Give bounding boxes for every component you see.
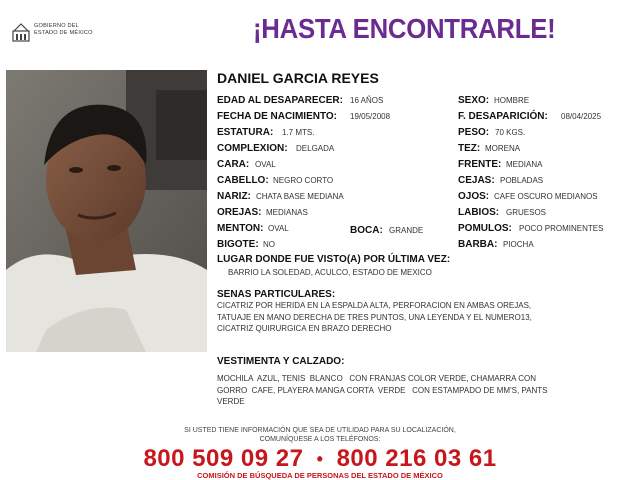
sexo-value: HOMBRE — [494, 96, 530, 105]
clothing-text — [217, 373, 547, 408]
marks-line: CICATRIZ QUIRURGICA EN BRAZO DERECHO — [217, 324, 392, 333]
phone-2[interactable]: 800 216 03 61 — [336, 445, 497, 472]
logo-text — [34, 23, 93, 36]
logo-line-1: GOBIERNO DEL — [34, 23, 79, 29]
footer-note-line-2: COMUNÍQUESE A LOS TELÉFONOS: — [259, 435, 381, 443]
barba-value: PIOCHA — [503, 240, 534, 249]
edad-value: 16 AÑOS — [350, 96, 384, 105]
portrait-image — [6, 70, 207, 352]
phone-numbers — [0, 445, 640, 473]
fecha-desaparicion-label: F. DESAPARICIÓN: — [458, 111, 548, 122]
peso-label: PESO: — [458, 127, 490, 138]
labios-value: GRUESOS — [506, 208, 547, 217]
sexo-label: SEXO: — [458, 95, 490, 106]
menton-value: OVAL — [268, 224, 289, 233]
cara-value: OVAL — [255, 160, 276, 169]
pomulos-value: POCO PROMINENTES — [519, 224, 604, 233]
marks-text — [217, 300, 532, 335]
headline: ¡HASTA ENCONTRARLE! — [253, 13, 556, 44]
complexion-value: DELGADA — [296, 144, 335, 153]
cara-label: CARA: — [217, 159, 250, 170]
last-seen-label: LUGAR DONDE FUE VISTO(A) POR ÚLTIMA VEZ: — [217, 254, 451, 265]
bigote-value: NO — [263, 240, 275, 249]
nariz-label: NARIZ: — [217, 191, 251, 202]
ojos-label: OJOS: — [458, 191, 490, 202]
barba-label: BARBA: — [458, 239, 498, 250]
complexion-label: COMPLEXION: — [217, 143, 288, 154]
pomulos-label: POMULOS: — [458, 223, 512, 234]
government-logo — [12, 22, 122, 44]
boca-label: BOCA: — [350, 225, 383, 236]
estatura-label: ESTATURA: — [217, 127, 274, 138]
labios-label: LABIOS: — [458, 207, 500, 218]
marks-label: SENAS PARTICULARES: — [217, 289, 336, 300]
estatura-value: 1.7 MTS. — [282, 128, 315, 137]
last-seen-value: BARRIO LA SOLEDAD, ACULCO, ESTADO DE MEXICO — [228, 268, 432, 277]
clothing-line: GORRO CAFE, PLAYERA MANGA CORTA VERDE CON ESTAMPADO DE MM'S, PANTS — [217, 385, 548, 395]
phone-1[interactable]: 800 509 09 27 — [143, 445, 304, 472]
bigote-label: BIGOTE: — [217, 239, 259, 250]
orejas-label: OREJAS: — [217, 207, 262, 218]
fecha-nacimiento-value: 19/05/2008 — [350, 112, 391, 121]
edad-label: EDAD AL DESAPARECER: — [217, 95, 343, 106]
cabello-label: CABELLO: — [217, 175, 269, 186]
nariz-value: CHATA BASE MEDIANA — [256, 192, 344, 201]
clothing-line: MOCHILA AZUL, TENIS BLANCO CON FRANJAS COLOR VERDE, CHAMARRA CON — [217, 374, 537, 383]
clothing-line: VERDE — [217, 397, 245, 406]
tez-value: MORENA — [485, 144, 521, 153]
footer-note-line-1: SI USTED TIENE INFORMACIÓN QUE SEA DE UTILIDAD PARA SU LOCALIZACIÓN, — [184, 427, 456, 434]
frente-label: FRENTE: — [458, 159, 502, 170]
marks-line: CICATRIZ POR HERIDA EN LA ESPALDA ALTA, PERFORACION EN AMBAS OREJAS, — [217, 301, 532, 310]
missing-person-photo — [6, 70, 207, 352]
marks-line: TATUAJE EN MANO DERECHA DE TRES PUNTOS, UNA LEYENDA Y EL NUMERO13, — [217, 312, 532, 322]
logo-line-2: ESTADO DE MÉXICO — [34, 29, 93, 36]
cabello-value: NEGRO CORTO — [273, 176, 334, 185]
tez-label: TEZ: — [458, 143, 481, 154]
cejas-value: POBLADAS — [500, 176, 544, 185]
frente-value: MEDIANA — [506, 160, 543, 169]
orejas-value: MEDIANAS — [266, 208, 308, 217]
cejas-label: CEJAS: — [458, 175, 495, 186]
menton-label: MENTON: — [217, 223, 264, 234]
clothing-label: VESTIMENTA Y CALZADO: — [217, 356, 345, 367]
fecha-desaparicion-value: 08/04/2025 — [561, 112, 602, 121]
boca-value: GRANDE — [389, 226, 424, 235]
peso-value: 70 KGS. — [495, 128, 526, 137]
footer-note — [0, 427, 640, 444]
state-emblem-icon — [12, 22, 30, 42]
commission-name: COMISIÓN DE BÚSQUEDA DE PERSONAS DEL ESTADO DE MÉXICO — [197, 471, 443, 480]
person-name: DANIEL GARCIA REYES — [217, 70, 379, 86]
fecha-nacimiento-label: FECHA DE NACIMIENTO: — [217, 111, 337, 122]
phone-separator: • — [316, 449, 324, 470]
ojos-value: CAFE OSCURO MEDIANOS — [494, 192, 598, 201]
